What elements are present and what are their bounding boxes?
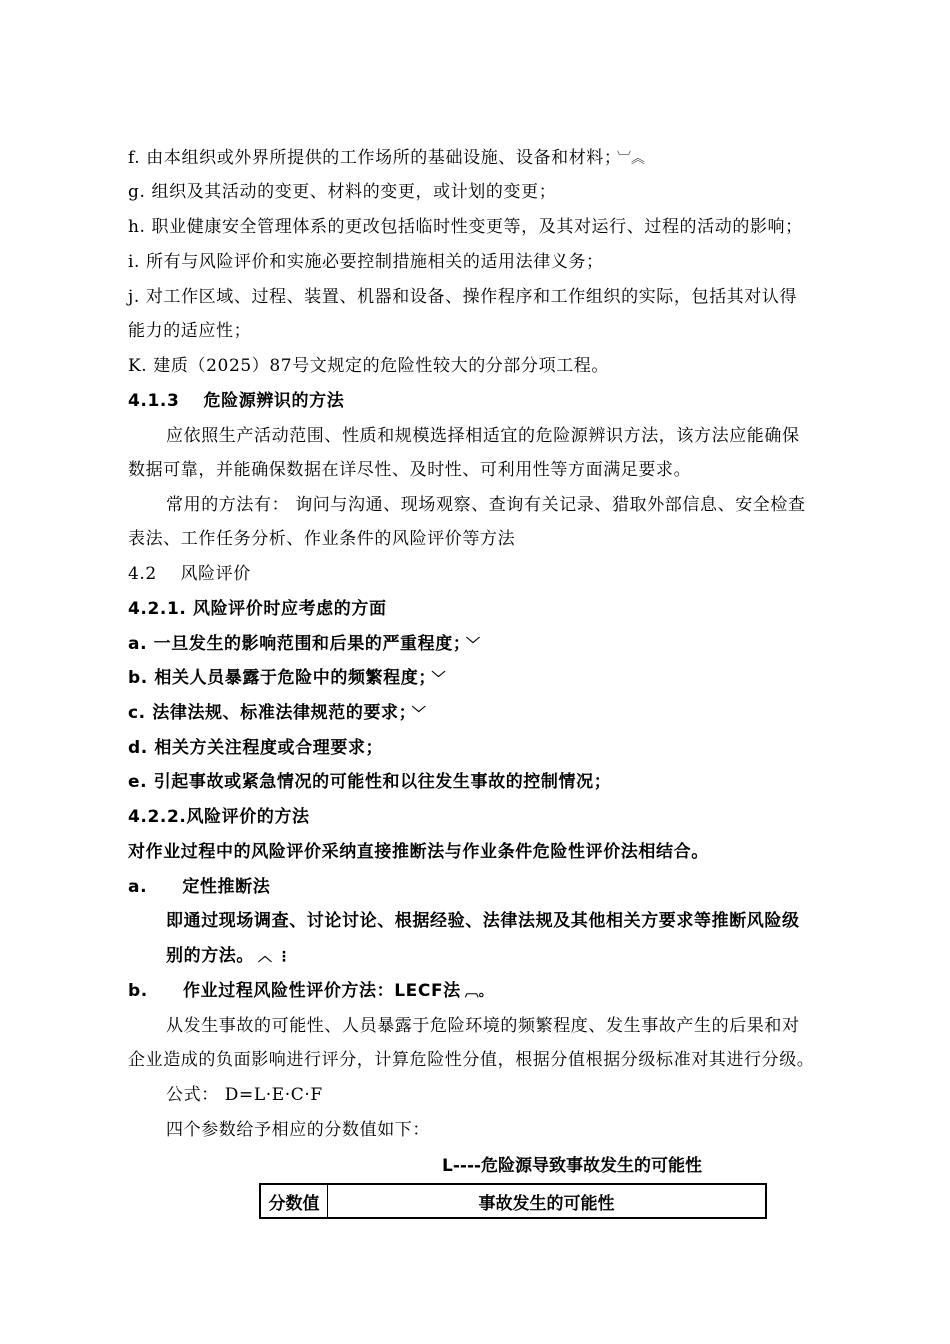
heading-4-2-1: 4.2.1. 风险评价时应考虑的方面 <box>128 599 387 619</box>
annotation-mark: ﹀ <box>465 637 480 653</box>
annotation-mark: ︹。 <box>464 984 493 1000</box>
heading-4-1-3: 4.1.3 危险源辨识的方法 <box>128 391 345 411</box>
annotation-mark: ﹀ <box>431 671 446 687</box>
paragraph-2a: 常用的方法有： 询问与沟通、现场观察、查询有关记录、猎取外部信息、安全检查 <box>166 495 806 515</box>
paragraph-1a: 应依照生产活动范围、性质和规模选择相适宜的危险源辨识方法，该方法应能确保 <box>166 426 800 446</box>
paragraph-2b: 表法、工作任务分析、作业条件的风险评价等方法 <box>128 529 516 549</box>
score-table <box>259 1183 767 1219</box>
annotation-mark: ︿ ⋮ <box>258 949 291 965</box>
item-d: d. 相关方关注程度或合理要求； <box>128 738 384 758</box>
method-b-text: b. 作业过程风险性评价方法：LECF法 <box>128 981 461 1001</box>
heading-4-2-2: 4.2.2.风险评价的方法 <box>128 807 310 827</box>
line-g: g. 组织及其活动的变更、材料的变更，或计划的变更； <box>128 182 557 202</box>
paragraph-4b: 企业造成的负面影响进行评分，计算危险性分值，根据分值根据分级标准对其进行分级。 <box>128 1050 815 1070</box>
method-a-desc-2 <box>166 945 291 968</box>
method-a-desc-1: 即通过现场调查、讨论讨论、根据经验、法律法规及其他相关方要求等推断风险级 <box>166 911 800 931</box>
method-a-desc-2-text: 别的方法。 <box>166 946 254 966</box>
line-f-text: f. 由本组织或外界所提供的工作场所的基础设施、设备和材料； <box>128 148 613 168</box>
item-a <box>128 633 480 656</box>
item-c-text: c. 法律法规、标准法律规范的要求； <box>128 703 408 723</box>
line-j2: 能力的适应性； <box>128 321 252 341</box>
line-k: K. 建质（2025）87号文规定的危险性较大的分部分项工程。 <box>128 356 610 376</box>
method-b <box>128 980 493 1003</box>
line-j1: j. 对工作区域、过程、装置、机器和设备、操作程序和工作组织的实际，包括其对认得 <box>128 287 798 307</box>
item-b-text: b. 相关人员暴露于危险中的频繁程度； <box>128 668 428 688</box>
table-header-score: 分数值 <box>261 1185 328 1217</box>
paragraph-4a: 从发生事故的可能性、人员暴露于危险环境的频繁程度、发生事故产生的后果和对 <box>166 1016 800 1036</box>
item-e: e. 引起事故或紧急情况的可能性和以往发生事故的控制情况； <box>128 772 612 792</box>
annotation-mark: ﹀ <box>411 706 426 722</box>
annotation-mark: ︺︽ <box>617 151 645 167</box>
method-a: a. 定性推断法 <box>128 877 271 897</box>
item-c <box>128 702 426 725</box>
paragraph-5: 四个参数给予相应的分数值如下： <box>166 1120 430 1140</box>
line-h: h. 职业健康安全管理体系的更改包括临时性变更等，及其对运行、过程的活动的影响； <box>128 217 803 237</box>
paragraph-3: 对作业过程中的风险评价采纳直接推断法与作业条件危险性评价法相结合。 <box>128 842 709 862</box>
line-f <box>128 147 645 170</box>
table-caption: L----危险源导致事故发生的可能性 <box>442 1156 703 1176</box>
line-i: i. 所有与风险评价和实施必要控制措施相关的适用法律义务； <box>128 252 604 272</box>
formula: 公式： D=L·E·C·F <box>166 1085 323 1105</box>
item-a-text: a. 一旦发生的影响范围和后果的严重程度； <box>128 634 462 654</box>
item-b <box>128 667 445 690</box>
paragraph-1b: 数据可靠，并能确保数据在详尽性、及时性、可利用性等方面满足要求。 <box>128 460 692 480</box>
table-header-possibility: 事故发生的可能性 <box>478 1193 615 1214</box>
heading-4-2: 4.2 风险评价 <box>128 564 251 584</box>
